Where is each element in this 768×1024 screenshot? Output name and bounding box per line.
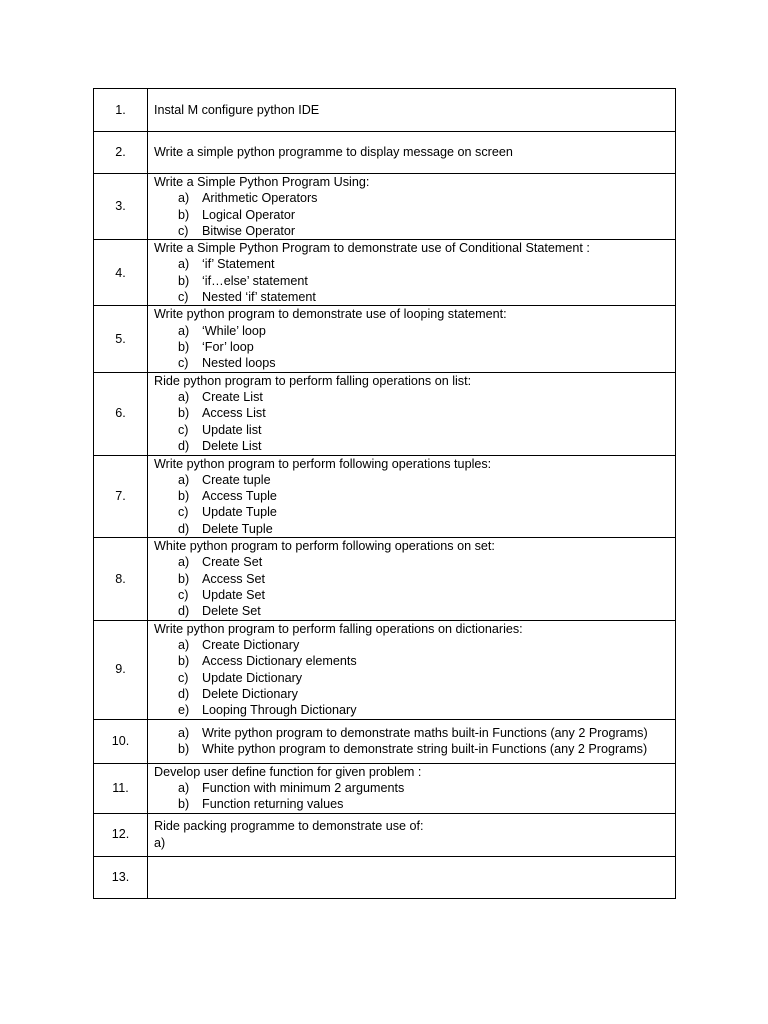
table-row xyxy=(94,813,676,856)
list-marker: a) xyxy=(154,835,166,850)
row-number: 11. xyxy=(94,763,148,813)
row-title: Write python program to perform following operations tuples: xyxy=(154,456,492,471)
row-title: Develop user define function for given problem : xyxy=(154,764,422,779)
list-marker: c) xyxy=(178,290,189,305)
sub-item-list xyxy=(154,554,671,619)
list-marker: a) xyxy=(178,191,190,206)
list-item xyxy=(154,504,671,520)
sub-item-list xyxy=(154,725,671,758)
list-item xyxy=(154,323,671,339)
list-item xyxy=(154,339,671,355)
list-marker: b) xyxy=(178,489,190,504)
list-item xyxy=(154,796,671,812)
list-marker: b) xyxy=(178,406,190,421)
row-content xyxy=(148,455,676,537)
list-item xyxy=(154,405,671,421)
sub-item-list xyxy=(154,780,671,813)
list-item xyxy=(154,422,671,438)
list-item-text: ‘if’ Statement xyxy=(202,257,275,272)
list-item-text: Delete List xyxy=(202,439,262,453)
row-content xyxy=(148,372,676,455)
row-number: 13. xyxy=(94,856,148,898)
list-item-text: Create Set xyxy=(202,555,263,570)
row-number: 7. xyxy=(94,455,148,537)
list-item xyxy=(154,355,671,371)
table-row xyxy=(94,856,676,898)
list-marker: b) xyxy=(178,571,190,586)
table-row xyxy=(94,455,676,537)
table-row xyxy=(94,306,676,372)
list-item-text: Delete Set xyxy=(202,604,261,619)
list-marker: a) xyxy=(178,725,190,740)
experiment-list-table xyxy=(93,88,676,899)
row-number: 12. xyxy=(94,813,148,856)
list-item-text: Access Set xyxy=(202,571,265,586)
list-item xyxy=(154,554,671,570)
list-item xyxy=(154,670,671,686)
list-item-text: Create List xyxy=(202,390,263,405)
list-marker: d) xyxy=(178,521,190,536)
list-marker: c) xyxy=(178,670,189,685)
list-marker: c) xyxy=(178,422,189,437)
list-item-text: Logical Operator xyxy=(202,207,296,222)
row-number: 6. xyxy=(94,372,148,455)
table-row xyxy=(94,538,676,620)
row-title: Ride packing programme to demonstrate use of: xyxy=(154,819,424,834)
list-marker: d) xyxy=(178,604,190,619)
row-content xyxy=(148,620,676,719)
list-item xyxy=(154,741,671,757)
list-item-text: Write python program to demonstrate maths built-in Functions (any 2 Programs) xyxy=(202,725,648,740)
list-item-text: Looping Through Dictionary xyxy=(202,703,357,718)
list-item-text: Nested loops xyxy=(202,356,276,371)
row-number: 3. xyxy=(94,174,148,240)
row-content xyxy=(148,813,676,856)
list-item-text: Create tuple xyxy=(202,472,271,487)
sub-item-list xyxy=(154,256,671,305)
list-item xyxy=(154,653,671,669)
row-title: Write python program to demonstrate use of looping statement: xyxy=(154,307,507,322)
row-number: 1. xyxy=(94,89,148,132)
list-marker: a) xyxy=(178,780,190,795)
table-row xyxy=(94,240,676,306)
list-item-text: ‘While’ loop xyxy=(202,323,266,338)
list-marker: c) xyxy=(178,356,189,371)
list-item xyxy=(154,273,671,289)
row-content xyxy=(148,89,676,132)
list-marker: a) xyxy=(178,637,190,652)
row-number: 8. xyxy=(94,538,148,620)
list-item xyxy=(154,389,671,405)
table-row xyxy=(94,719,676,763)
list-item-text: Bitwise Operator xyxy=(202,223,296,238)
row-content xyxy=(148,174,676,240)
row-title: Write python program to perform falling operations on dictionaries: xyxy=(154,621,523,636)
row-title: White python program to perform following operations on set: xyxy=(154,539,495,554)
row-content xyxy=(148,538,676,620)
row-content xyxy=(148,240,676,306)
list-marker: a) xyxy=(178,555,190,570)
list-item-text: Update Set xyxy=(202,587,266,602)
list-marker: b) xyxy=(178,797,190,812)
list-item-text: White python program to demonstrate string built-in Functions (any 2 Programs) xyxy=(202,742,648,757)
list-item xyxy=(154,587,671,603)
list-item xyxy=(154,725,671,741)
list-item xyxy=(154,521,671,537)
table-row xyxy=(94,174,676,240)
row-number: 9. xyxy=(94,620,148,719)
list-item xyxy=(154,780,671,796)
sub-item-list xyxy=(154,190,671,239)
list-item xyxy=(154,472,671,488)
list-marker: c) xyxy=(178,223,189,238)
list-item-text: Update Tuple xyxy=(202,505,277,520)
list-item xyxy=(154,289,671,305)
list-marker: b) xyxy=(178,742,190,757)
row-title: Write a Simple Python Program Using: xyxy=(154,175,370,189)
row-content xyxy=(148,132,676,174)
row-content xyxy=(148,763,676,813)
row-number: 2. xyxy=(94,132,148,174)
list-item xyxy=(154,438,671,454)
sub-item-list xyxy=(154,472,671,537)
table-row xyxy=(94,132,676,174)
list-marker: d) xyxy=(178,439,190,453)
list-item-text: Nested ‘if’ statement xyxy=(202,290,316,305)
list-item-text: Create Dictionary xyxy=(202,637,300,652)
row-title: Instal M configure python IDE xyxy=(154,102,320,117)
list-item xyxy=(154,603,671,619)
row-title: Write a simple python programme to display message on screen xyxy=(154,145,513,160)
list-marker: a) xyxy=(178,472,190,487)
list-item-text: Arithmetic Operators xyxy=(202,191,318,206)
list-item-text: Update Dictionary xyxy=(202,670,303,685)
list-item xyxy=(154,223,671,239)
row-title: Write a Simple Python Program to demonstrate use of Conditional Statement : xyxy=(154,241,590,256)
row-content xyxy=(148,719,676,763)
list-item-text: Function returning values xyxy=(202,797,344,812)
list-item xyxy=(154,190,671,206)
list-item-text: Delete Tuple xyxy=(202,521,273,536)
list-item xyxy=(154,488,671,504)
sub-item-list xyxy=(154,637,671,718)
row-number: 5. xyxy=(94,306,148,372)
sub-item-list xyxy=(154,389,671,454)
sub-item-list xyxy=(154,323,671,372)
list-marker: b) xyxy=(178,273,190,288)
list-item-text: ‘if…else’ statement xyxy=(202,273,308,288)
list-item xyxy=(154,256,671,272)
list-item-text: Delete Dictionary xyxy=(202,686,298,701)
row-number: 4. xyxy=(94,240,148,306)
list-marker: b) xyxy=(178,339,190,354)
list-marker: d) xyxy=(178,686,190,701)
table-row xyxy=(94,763,676,813)
row-title: Ride python program to perform falling operations on list: xyxy=(154,373,472,388)
list-item xyxy=(154,702,671,718)
list-item-text: Access Dictionary elements xyxy=(202,654,357,669)
row-content xyxy=(148,306,676,372)
list-marker: b) xyxy=(178,207,190,222)
list-item-text: Access Tuple xyxy=(202,489,277,504)
list-item xyxy=(154,686,671,702)
list-marker: a) xyxy=(178,257,190,272)
list-marker: e) xyxy=(178,703,190,718)
list-marker: a) xyxy=(178,390,190,405)
row-number: 10. xyxy=(94,719,148,763)
list-item-text: Function with minimum 2 arguments xyxy=(202,780,405,795)
list-marker: a) xyxy=(178,323,190,338)
list-marker: b) xyxy=(178,654,190,669)
list-marker: c) xyxy=(178,505,189,520)
list-item xyxy=(154,637,671,653)
list-marker: c) xyxy=(178,587,189,602)
list-item-text: Update list xyxy=(202,422,262,437)
table-row xyxy=(94,372,676,455)
list-item-text: Access List xyxy=(202,406,266,421)
row-content xyxy=(148,856,676,898)
table-row xyxy=(94,89,676,132)
list-item-text: ‘For’ loop xyxy=(202,339,254,354)
list-item xyxy=(154,571,671,587)
table-row xyxy=(94,620,676,719)
list-item xyxy=(154,207,671,223)
